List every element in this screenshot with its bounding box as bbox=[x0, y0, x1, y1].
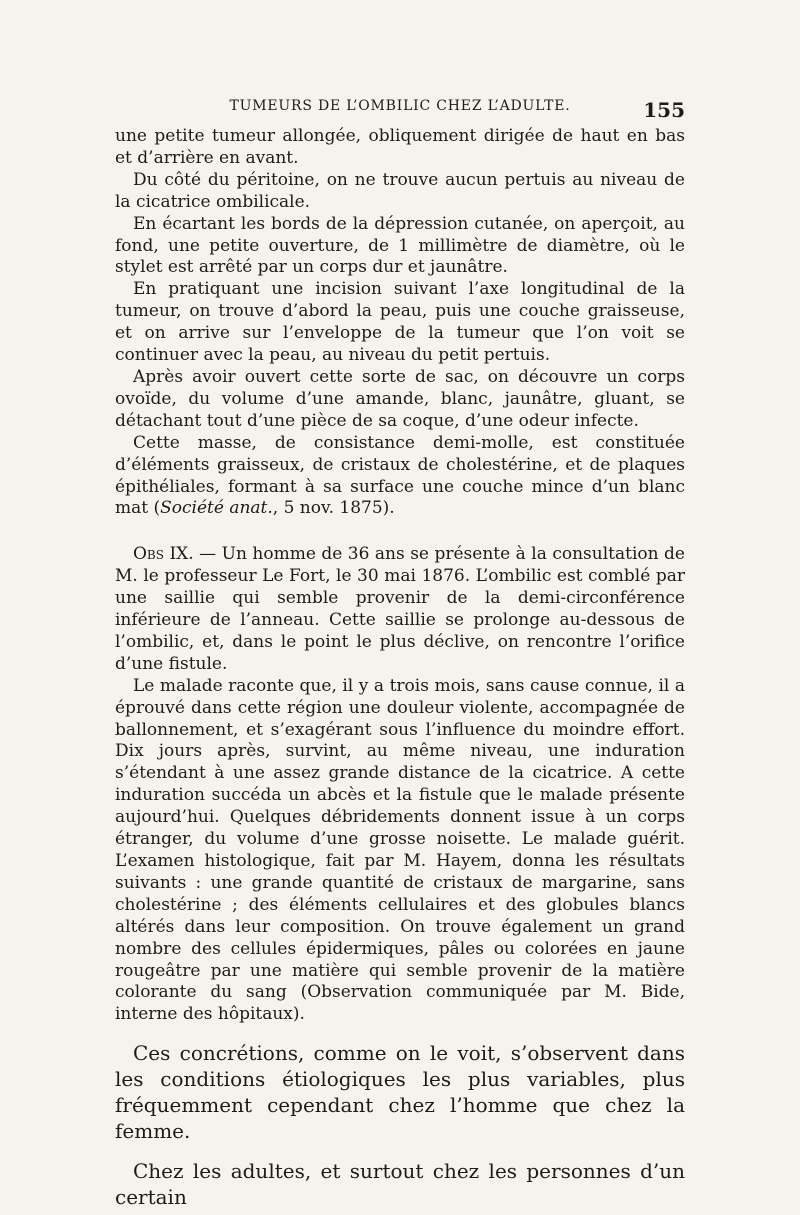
paragraph-4: En pratiquant une incision suivant l’axe longitudinal de la tumeur, on trouve d’abord la peau, puis une couche graisseuse, et on arrive sur l’enveloppe de la tumeur que l’on voit se continuer avec la peau, au niveau du petit pertuis. bbox=[115, 279, 685, 366]
page-number: 155 bbox=[643, 98, 685, 122]
paragraph-10: Chez les adultes, et surtout chez les personnes d’un certain bbox=[115, 1159, 685, 1210]
paragraph-5: Après avoir ouvert cette sorte de sac, on découvre un corps ovoïde, du volume d’une amande, blanc, jaunâtre, gluant, se détachant tout d’une pièce de sa coque, d’une odeur infecte. bbox=[115, 366, 685, 431]
paragraph-2: Du côté du péritoine, on ne trouve aucun pertuis au niveau de la cicatrice ombilicale. bbox=[115, 169, 685, 212]
paragraph-9: Ces concrétions, comme on le voit, s’observent dans les conditions étiologiques les plus variables, plus fréquemment cependant chez l’homme que chez la femme. bbox=[115, 1041, 685, 1144]
paragraph-6 bbox=[115, 433, 685, 521]
observation-text: — Un homme de 36 ans se présente à la consultation de M. le professeur Le Fort, le 30 mai 1876. L’ombilic est comblé par une saillie qui semble provenir de la demi-circonférence inférieure de l’anneau. Cette saillie se prolonge au-dessous de l’ombilic, et, dans le point le plus déclive, on rencontre l’orifice d’une fistule. bbox=[115, 544, 685, 674]
paragraph-6-end: , 5 nov. 1875). bbox=[272, 498, 395, 519]
observation-label: Obs IX. bbox=[133, 544, 194, 565]
paragraph-3: En écartant les bords de la dépression cutanée, on aperçoit, au fond, une petite ouverture, de 1 millimètre de diamètre, où le stylet est arrêté par un corps dur et jaunâtre. bbox=[115, 213, 685, 278]
body-text bbox=[115, 126, 685, 1210]
paragraph-6-text: Cette masse, de consistance demi-molle, est constituée d’éléments graisseux, de cristaux de cholestérine, et de plaques épithéliales, formant à sa surface une couche mince d’un blanc mat ( bbox=[115, 432, 685, 519]
source-citation: Société anat. bbox=[160, 498, 273, 519]
paragraph-1: une petite tumeur allongée, obliquement dirigée de haut en bas et d’arrière en avant. bbox=[115, 126, 685, 168]
paragraph-8: Le malade raconte que, il y a trois mois, sans cause connue, il a éprouvé dans cette région une douleur violente, accompagnée de ballonnement, et s’exagérant sous l’influence du moindre effort. Dix jours après, survint, au même niveau, une induration s’étendant à une assez grande distance de la cicatrice. A cette induration succéda un abcès et la fistule que le malade présente aujourd’hui. Quelques débridements donnent issue à un corps étranger, du volume d’une grosse noisette. Le malade guérit. L’examen histologique, fait par M. Hayem, donna les résultats suivants : une grande quantité de cristaux de margarine, sans cholestérine ; des éléments cellulaires et des globules blancs altérés dans leur composition. On trouve également un grand nombre des cellules épidermiques, pâles ou colorées en jaune rougeâtre par une matière qui semble provenir de la matière colorante du sang (Observation communiquée par M. Bide, interne des hôpitaux). bbox=[115, 675, 685, 1025]
page-header bbox=[115, 98, 685, 122]
running-head: TUMEURS DE L’OMBILIC CHEZ L’ADULTE. bbox=[229, 98, 571, 114]
observation-ix bbox=[115, 544, 685, 675]
